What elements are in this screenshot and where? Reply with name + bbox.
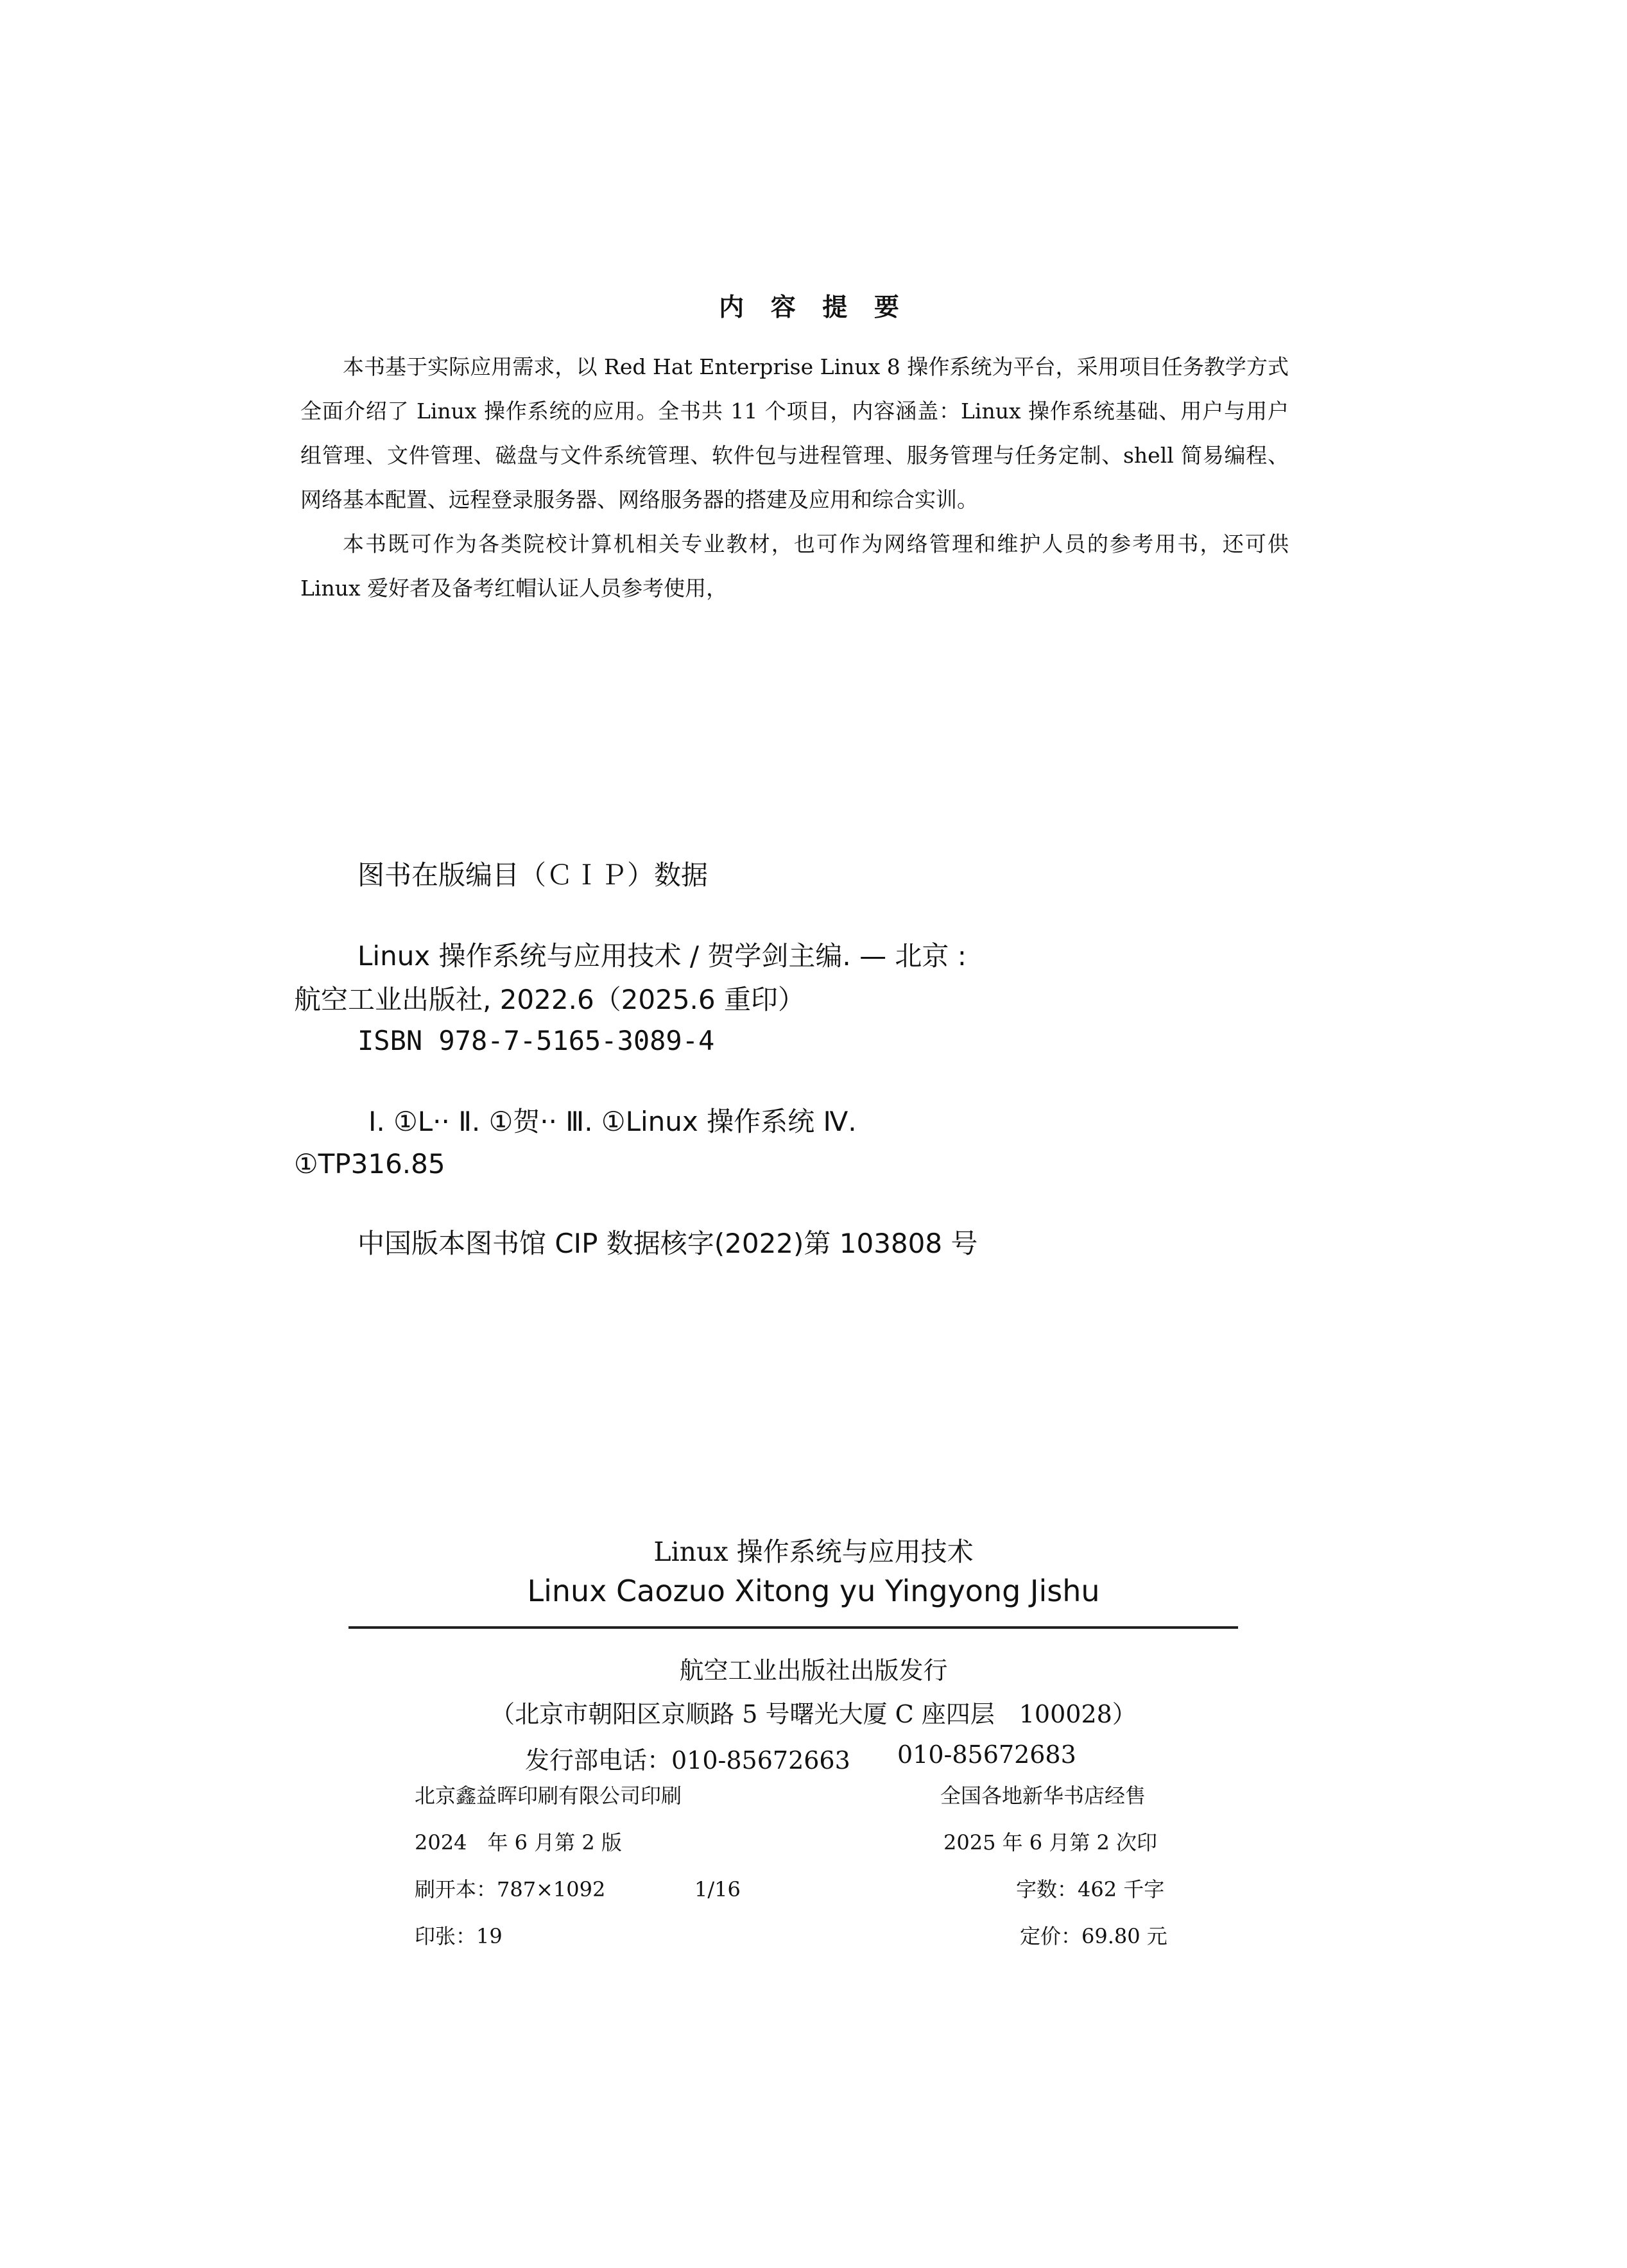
fold: 1/16 xyxy=(694,1877,741,1902)
summary-paragraph2-line1: 本书既可作为各类院校计算机相关专业教材，也可作为网络管理和维护人员的参考用书，还可供 xyxy=(343,531,1289,556)
edition: 2024 年 6 月第 2 版 xyxy=(415,1830,622,1855)
distributor: 全国各地新华书店经售 xyxy=(940,1783,1146,1808)
cip-isbn: ISBN 978-7-5165-3089-4 xyxy=(357,1025,715,1056)
sales-phone: 发行部电话：010-85672663 xyxy=(525,1746,850,1774)
summary-paragraph1-line3: 组管理、文件管理、磁盘与文件系统管理、软件包与进程管理、服务管理与任务定制、shell 简易编程、 xyxy=(300,443,1289,468)
book-title-chinese: Linux 操作系统与应用技术 xyxy=(653,1536,974,1567)
sales-phone-secondary: 010-85672683 xyxy=(897,1740,1076,1769)
cip-record-number: 中国版本图书馆 CIP 数据核字(2022)第 103808 号 xyxy=(357,1228,978,1259)
summary-title: 内 容 提 要 xyxy=(719,293,908,322)
summary-paragraph1-line1: 本书基于实际应用需求，以 Red Hat Enterprise Linux 8 操作系统为平台，采用项目任务教学方式 xyxy=(343,354,1289,379)
cip-classification-line2: ①TP316.85 xyxy=(294,1148,445,1180)
book-title-pinyin: Linux Caozuo Xitong yu Yingyong Jishu xyxy=(527,1574,1100,1608)
printer: 北京鑫益晖印刷有限公司印刷 xyxy=(415,1783,682,1808)
cip-title-line: Linux 操作系统与应用技术 / 贺学剑主编. — 北京 : xyxy=(357,940,967,972)
format: 刷开本：787×1092 xyxy=(415,1877,606,1902)
summary-paragraph1-line2: 全面介绍了 Linux 操作系统的应用。全书共 11 个项目，内容涵盖：Linux 操作系统基础、用户与用户 xyxy=(300,399,1289,424)
printed-sheets: 印张：19 xyxy=(415,1924,503,1948)
publisher-address: （北京市朝阳区京顺路 5 号曙光大厦 C 座四层 100028） xyxy=(490,1700,1137,1728)
word-count: 字数：462 千字 xyxy=(1016,1877,1165,1902)
summary-paragraph1-line4: 网络基本配置、远程登录服务器、网络服务器的搭建及应用和综合实训。 xyxy=(300,487,978,512)
cip-heading: 图书在版编目（ＣＩＰ）数据 xyxy=(357,859,709,891)
summary-paragraph2-line2: Linux 爱好者及备考红帽认证人员参考使用， xyxy=(300,576,728,601)
publisher-line: 航空工业出版社出版发行 xyxy=(679,1656,948,1685)
printing: 2025 年 6 月第 2 次印 xyxy=(943,1830,1158,1855)
price: 定价：69.80 元 xyxy=(1020,1924,1167,1948)
cip-publisher-line: 航空工业出版社, 2022.6（2025.6 重印） xyxy=(294,984,805,1015)
colophon-divider xyxy=(349,1626,1238,1629)
cip-classification-line1: Ⅰ. ①L·· Ⅱ. ①贺·· Ⅲ. ①Linux 操作系统 Ⅳ. xyxy=(368,1106,857,1137)
